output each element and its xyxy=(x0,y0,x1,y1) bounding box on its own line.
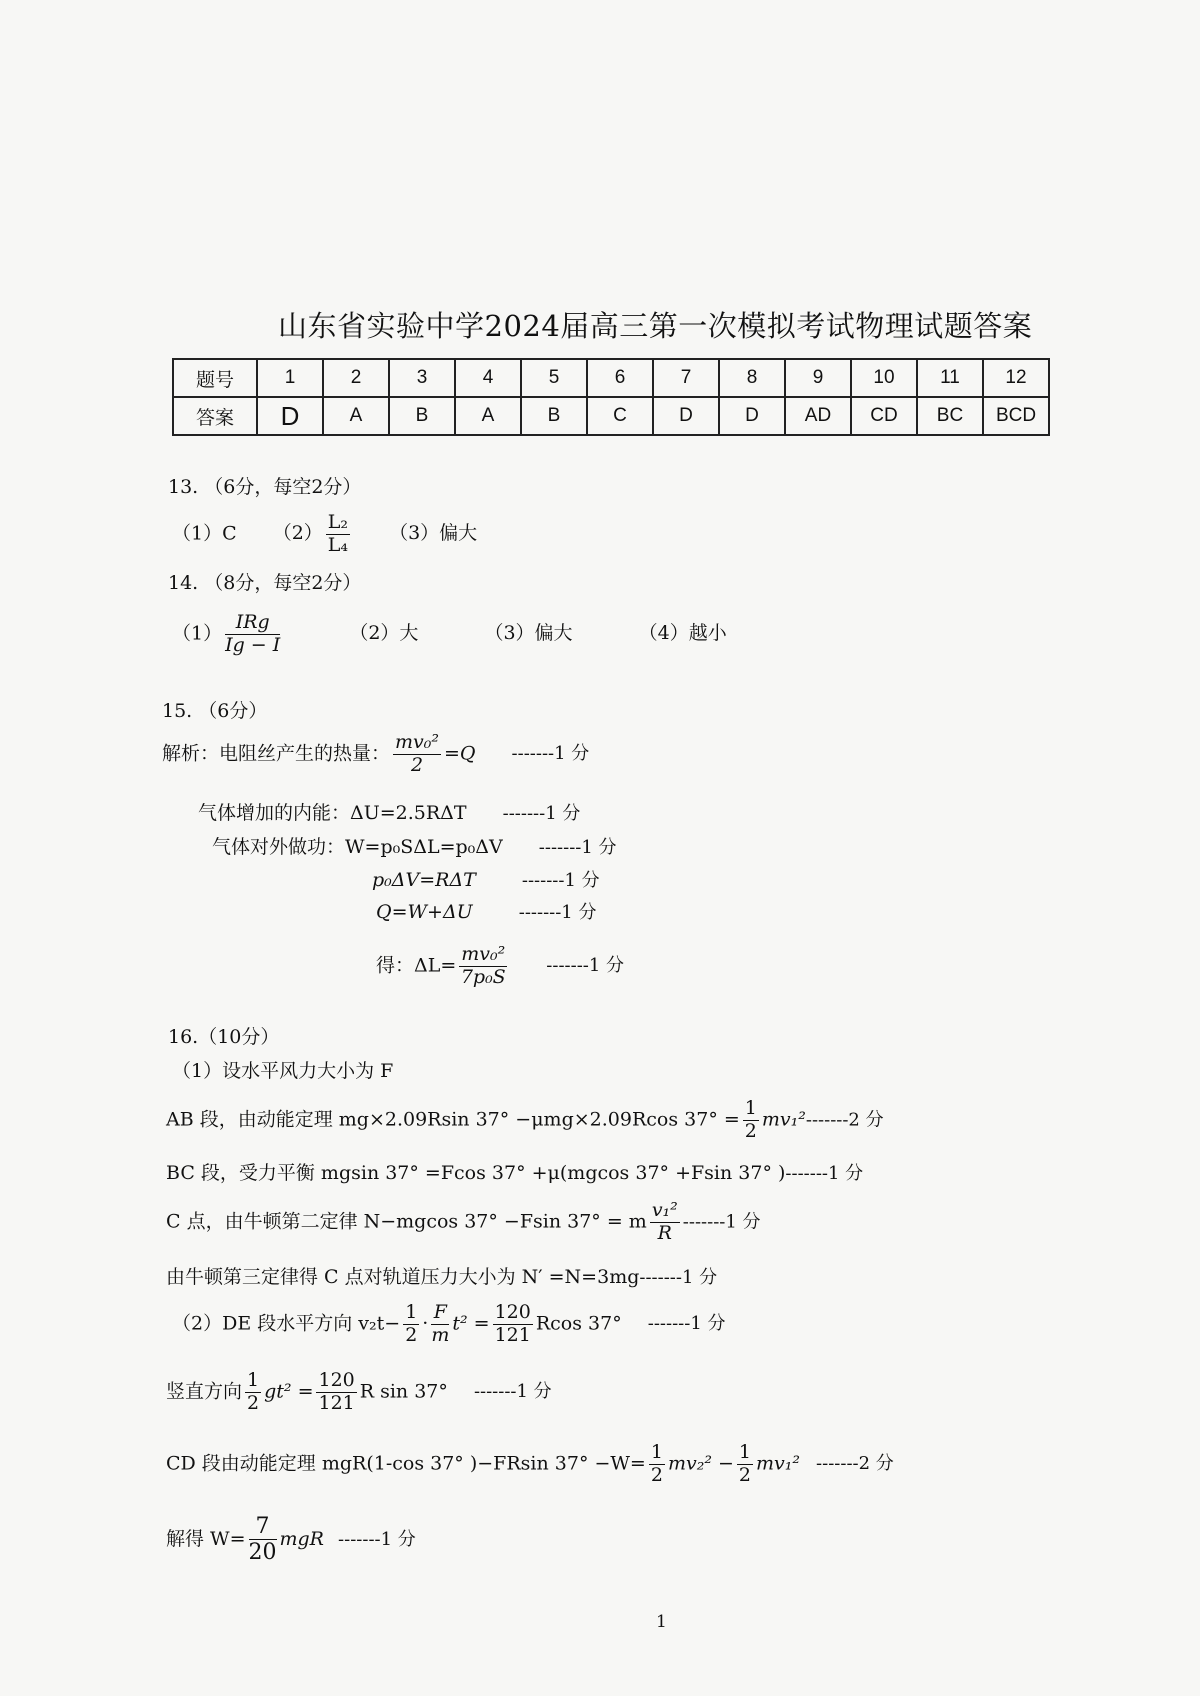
q16-line9-rhs: mgR xyxy=(279,1527,324,1550)
q16-line8-mid: mv₂² − xyxy=(667,1452,734,1475)
q13-answers xyxy=(172,512,477,557)
q16-line5-text: 由牛顿第三定律得 C 点对轨道压力大小为 N′ =N=3mg xyxy=(166,1266,640,1288)
fraction-numerator: mv₀² xyxy=(461,943,506,965)
fraction-denominator: 121 xyxy=(494,1323,531,1346)
multiplication-dot: · xyxy=(422,1312,429,1335)
q16-line1: （1）设水平风力大小为 F xyxy=(172,1060,394,1082)
q16-header: 16.（10分） xyxy=(168,1026,280,1048)
points-label: -------1 分 xyxy=(511,743,590,765)
fraction-numerator: mv₀² xyxy=(395,731,439,753)
fraction-half xyxy=(245,1370,261,1415)
q16-line7 xyxy=(166,1370,552,1415)
question-number: 3 xyxy=(389,359,455,397)
table-row-answers xyxy=(173,397,1049,435)
question-number: 6 xyxy=(587,359,653,397)
q16-line4 xyxy=(166,1200,761,1245)
q15-line3-text: 气体对外做功：W=p₀SΔL=p₀ΔV xyxy=(212,836,503,858)
q14-part1-fraction xyxy=(225,612,280,657)
answer-cell: A xyxy=(455,397,521,435)
q15-line1-text: 解析：电阻丝产生的热量： xyxy=(162,742,391,765)
q15-heat-fraction xyxy=(393,732,441,777)
fraction-numerator: 120 xyxy=(318,1369,355,1391)
points-label: -------1 分 xyxy=(639,1267,718,1288)
q15-line1 xyxy=(162,732,589,777)
q15-line4-text: p₀ΔV=RΔT xyxy=(372,869,476,891)
table-row-numbers xyxy=(173,359,1049,397)
q15-line2-text: 气体增加的内能：ΔU=2.5RΔT xyxy=(198,802,467,824)
q16-line3-text: BC 段，受力平衡 mgsin 37° =Fcos 37° +μ(mgcos 37° +Fsin 37° ) xyxy=(166,1162,786,1184)
fraction-120-121 xyxy=(493,1302,533,1347)
fraction-denominator: 2 xyxy=(410,753,424,776)
q14-part1-label: （1） xyxy=(172,622,223,645)
fraction-numerator: 1 xyxy=(650,1441,663,1463)
answer-cell: BCD xyxy=(983,397,1049,435)
points-label: -------1 分 xyxy=(546,955,625,977)
q13-part1: （1）C xyxy=(172,522,237,545)
fraction-denominator: m xyxy=(431,1323,450,1346)
q14-header: 14. （8分，每空2分） xyxy=(168,572,362,594)
q16-line5 xyxy=(166,1262,717,1289)
points-label: -------1 分 xyxy=(682,1211,761,1233)
q13-header: 13. （6分，每空2分） xyxy=(168,476,362,498)
answer-cell: BC xyxy=(917,397,983,435)
q16-line2 xyxy=(166,1098,884,1143)
q13-part2-label: （2） xyxy=(272,522,323,545)
fraction-half xyxy=(649,1442,665,1487)
q16-line6-rhs: Rcos 37° xyxy=(535,1312,622,1335)
q16-line7-rhs: R sin 37° xyxy=(359,1380,448,1403)
page-title: 山东省实验中学2024届高三第一次模拟考试物理试题答案 xyxy=(278,309,1033,343)
q15-line2 xyxy=(198,798,580,825)
q15-line5-text: Q=W+ΔU xyxy=(376,901,473,923)
fraction-denominator: R xyxy=(657,1221,672,1244)
question-number: 4 xyxy=(455,359,521,397)
q16-line9-text: 解得 W= xyxy=(166,1527,246,1550)
answer-cell: CD xyxy=(851,397,917,435)
q16-centripetal-fraction xyxy=(650,1200,680,1245)
answer-cell: AD xyxy=(785,397,851,435)
q16-line8-text: CD 段由动能定理 mgR(1-cos 37° )−FRsin 37° −W= xyxy=(166,1452,646,1475)
q16-line4-text: C 点，由牛顿第二定律 N−mgcos 37° −Fsin 37° = m xyxy=(166,1210,647,1233)
fraction-half xyxy=(403,1302,419,1347)
row-header-answer: 答案 xyxy=(173,397,257,435)
fraction-numerator: v₁² xyxy=(651,1199,678,1221)
q16-line6 xyxy=(172,1302,726,1347)
answer-cell: D xyxy=(719,397,785,435)
q16-result-fraction xyxy=(249,1514,277,1566)
q15-line6 xyxy=(376,944,624,989)
q15-result-fraction xyxy=(459,944,507,989)
points-label: -------1 分 xyxy=(785,1163,864,1184)
q16-line6-mid: t² = xyxy=(452,1312,490,1335)
q16-line8 xyxy=(166,1442,894,1487)
fraction-denominator: 2 xyxy=(247,1391,260,1414)
fraction-denominator: L₄ xyxy=(327,533,349,556)
question-number: 2 xyxy=(323,359,389,397)
fraction-denominator: 2 xyxy=(744,1119,757,1142)
question-number: 11 xyxy=(917,359,983,397)
question-number: 7 xyxy=(653,359,719,397)
fraction-denominator: 2 xyxy=(738,1463,751,1486)
points-label: -------1 分 xyxy=(338,1528,416,1550)
fraction-denominator: Ig − I xyxy=(225,633,281,656)
q14-answers xyxy=(172,612,727,657)
points-label: -------1 分 xyxy=(647,1313,726,1335)
question-number: 8 xyxy=(719,359,785,397)
fraction-numerator: 7 xyxy=(249,1514,277,1540)
q16-line6-text: （2）DE 段水平方向 v₂t− xyxy=(172,1312,401,1335)
fraction-numerator: IRg xyxy=(225,612,280,635)
q15-line1-rhs: =Q xyxy=(444,742,476,765)
q15-line3 xyxy=(212,832,617,859)
fraction-denominator: 20 xyxy=(248,1540,277,1566)
points-label: -------1 分 xyxy=(518,902,597,923)
question-number: 10 xyxy=(851,359,917,397)
answer-cell: B xyxy=(389,397,455,435)
answer-cell: D xyxy=(257,397,323,435)
fraction-numerator: 1 xyxy=(247,1369,260,1391)
q15-header: 15. （6分） xyxy=(162,700,268,722)
fraction-denominator: 2 xyxy=(650,1463,663,1486)
fraction-denominator: 7p₀S xyxy=(460,965,506,988)
question-number: 9 xyxy=(785,359,851,397)
fraction-numerator: L₂ xyxy=(327,511,349,533)
points-label: -------1 分 xyxy=(538,837,617,858)
q15-line4 xyxy=(372,866,600,892)
answer-table xyxy=(172,358,1050,436)
answer-cell: C xyxy=(587,397,653,435)
fraction-denominator: 2 xyxy=(405,1323,418,1346)
answer-cell: A xyxy=(323,397,389,435)
points-label: -------1 分 xyxy=(502,803,581,824)
fraction-half xyxy=(737,1442,753,1487)
q15-line5 xyxy=(376,898,596,924)
q16-line3 xyxy=(166,1158,863,1185)
answer-cell: B xyxy=(521,397,587,435)
question-number: 1 xyxy=(257,359,323,397)
q13-part2-fraction xyxy=(326,512,350,557)
question-number: 5 xyxy=(521,359,587,397)
q14-part2: （2）大 xyxy=(349,622,419,645)
page-number: 1 xyxy=(656,1612,667,1632)
answer-cell: D xyxy=(653,397,719,435)
row-header-number: 题号 xyxy=(173,359,257,397)
fraction-numerator: 120 xyxy=(494,1301,531,1323)
question-number: 12 xyxy=(983,359,1049,397)
fraction-numerator: 1 xyxy=(738,1441,751,1463)
q14-part4: （4）越小 xyxy=(638,622,727,645)
fraction-120-121 xyxy=(316,1370,356,1415)
q13-part3: （3）偏大 xyxy=(389,522,478,545)
fraction-numerator: 1 xyxy=(744,1097,757,1119)
fraction-denominator: 121 xyxy=(318,1391,355,1414)
points-label: -------1 分 xyxy=(473,1381,552,1403)
points-label: -------2 分 xyxy=(805,1109,884,1131)
q16-line2-text: AB 段，由动能定理 mg×2.09Rsin 37° −μmg×2.09Rcos 37° = xyxy=(166,1108,740,1131)
q16-line9 xyxy=(166,1514,416,1566)
q16-line2-rhs: mv₁² xyxy=(761,1108,806,1131)
fraction-numerator: F xyxy=(431,1302,449,1325)
fraction-f-over-m xyxy=(431,1302,449,1347)
q15-line6-text: 得：ΔL= xyxy=(376,954,457,977)
fraction-half xyxy=(743,1098,759,1143)
points-label: -------1 分 xyxy=(521,870,600,891)
fraction-numerator: 1 xyxy=(405,1301,418,1323)
points-label: -------2 分 xyxy=(816,1453,894,1475)
q14-part3: （3）偏大 xyxy=(484,622,573,645)
q16-line7-text: 竖直方向 xyxy=(166,1380,243,1403)
q16-line7-mid: gt² = xyxy=(264,1380,314,1403)
q16-line8-rhs: mv₁² xyxy=(756,1452,800,1475)
